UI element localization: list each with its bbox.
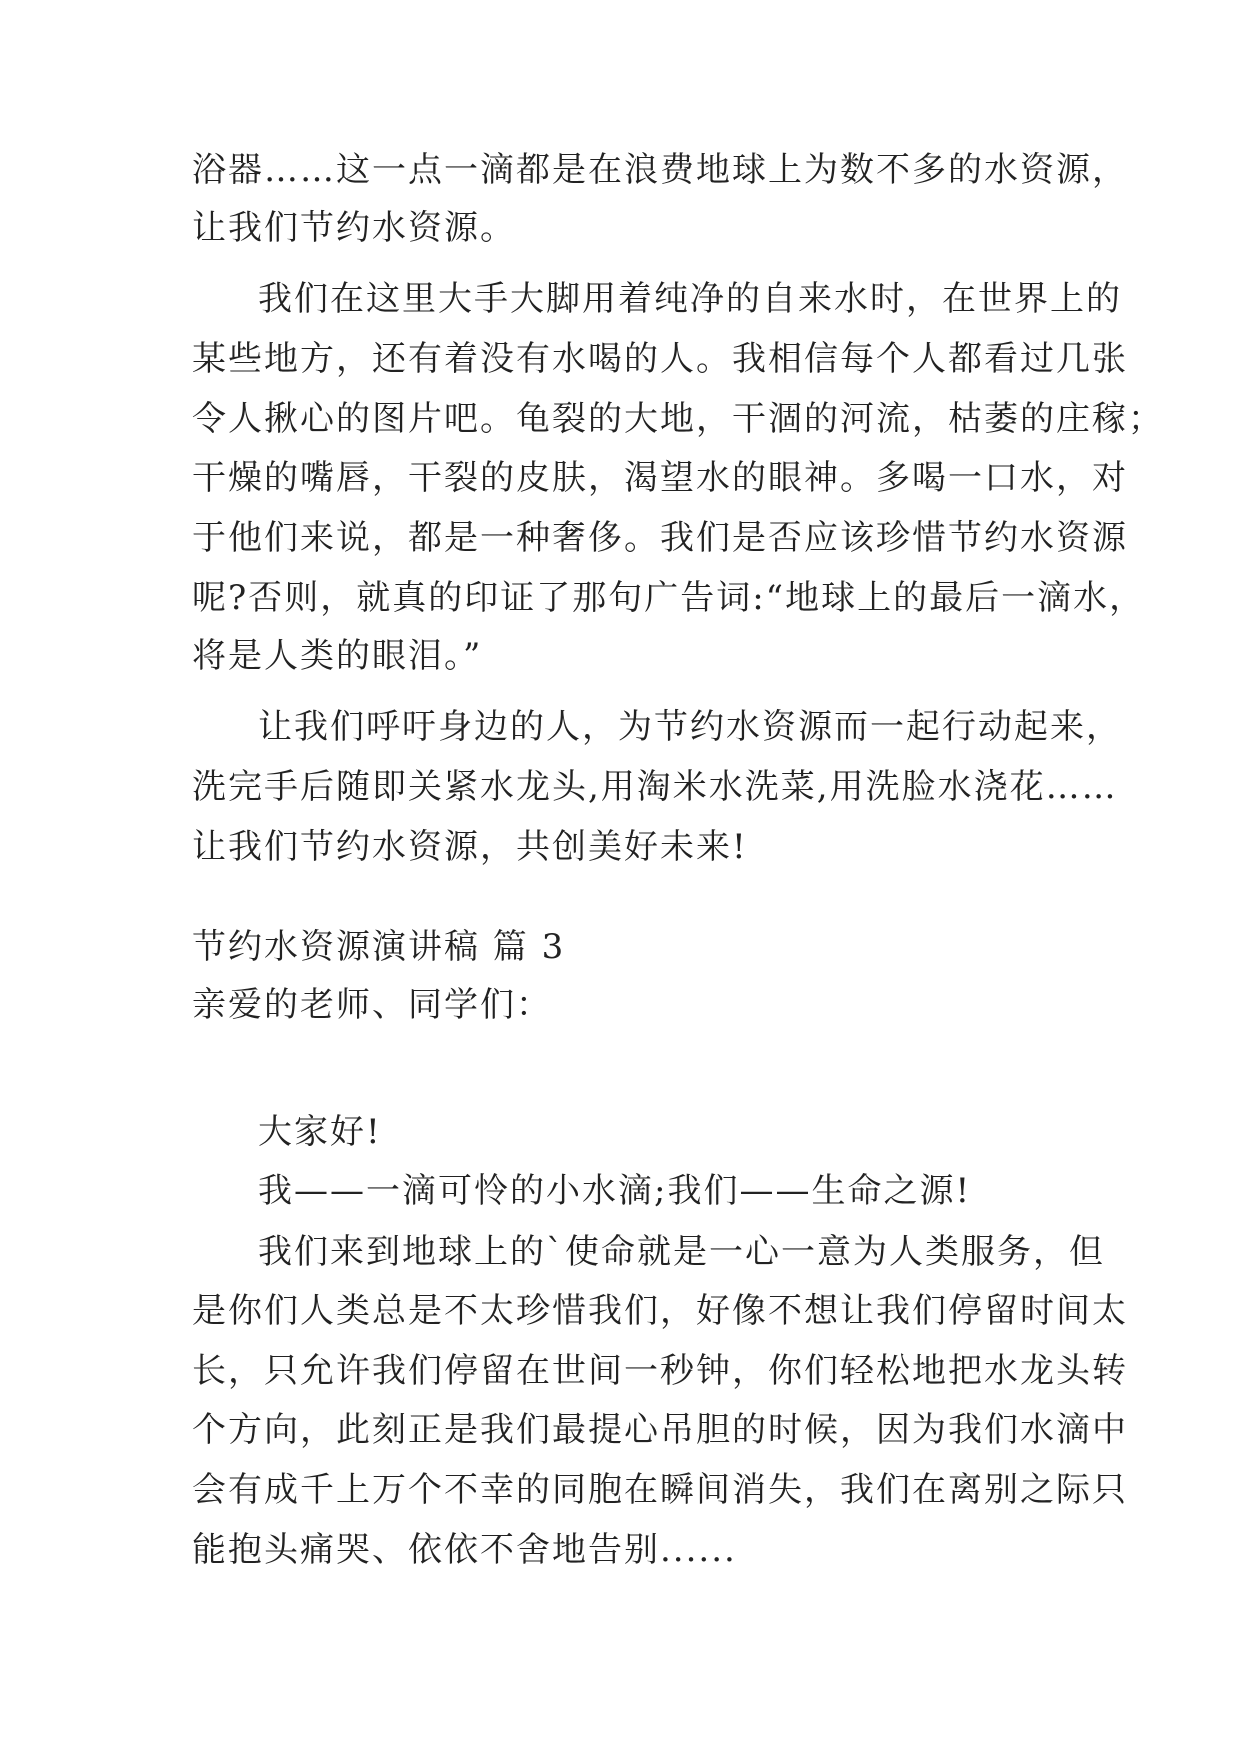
text-line: 干燥的嘴唇，干裂的皮肤，渴望水的眼神。多喝一口水，对 [192, 458, 1128, 498]
text-line: 会有成千上万个不幸的同胞在瞬间消失，我们在离别之际只 [192, 1470, 1128, 1510]
text-line: 浴器……这一点一滴都是在浪费地球上为数不多的水资源， [192, 150, 1128, 190]
text-line: 是你们人类总是不太珍惜我们，好像不想让我们停留时间太 [192, 1291, 1128, 1331]
text-line: 某些地方，还有着没有水喝的人。我相信每个人都看过几张 [192, 339, 1128, 379]
text-line: 我们来到地球上的`使命就是一心一意为人类服务，但 [258, 1232, 1105, 1272]
text-line: 洗完手后随即关紧水龙头,用淘米水洗菜,用洗脸水浇花…… [192, 767, 1118, 807]
salutation: 亲爱的老师、同学们： [192, 985, 552, 1025]
section-heading: 节约水资源演讲稿 篇 3 [192, 927, 566, 967]
text-line: 能抱头痛哭、依依不舍地告别...... [192, 1530, 737, 1570]
text-line: 长，只允许我们停留在世间一秒钟，你们轻松地把水龙头转 [192, 1351, 1128, 1391]
text-line: 个方向，此刻正是我们最提心吊胆的时候，因为我们水滴中 [192, 1410, 1128, 1450]
text-line: 于他们来说，都是一种奢侈。我们是否应该珍惜节约水资源 [192, 518, 1128, 558]
text-line: 我们在这里大手大脚用着纯净的自来水时，在世界上的 [258, 279, 1122, 319]
text-line: 我——一滴可怜的小水滴;我们——生命之源! [258, 1171, 972, 1211]
text-line: 让我们呼吁身边的人，为节约水资源而一起行动起来， [258, 707, 1122, 747]
text-line: 将是人类的眼泪。” [192, 636, 483, 676]
text-line: 呢?否则，就真的印证了那句广告词:“地球上的最后一滴水， [192, 578, 1146, 618]
text-line: 大家好! [258, 1112, 382, 1152]
text-line: 令人揪心的图片吧。龟裂的大地，干涸的河流，枯萎的庄稼； [192, 399, 1164, 439]
text-line: 让我们节约水资源。 [192, 208, 516, 248]
text-line: 让我们节约水资源，共创美好未来! [192, 827, 748, 867]
